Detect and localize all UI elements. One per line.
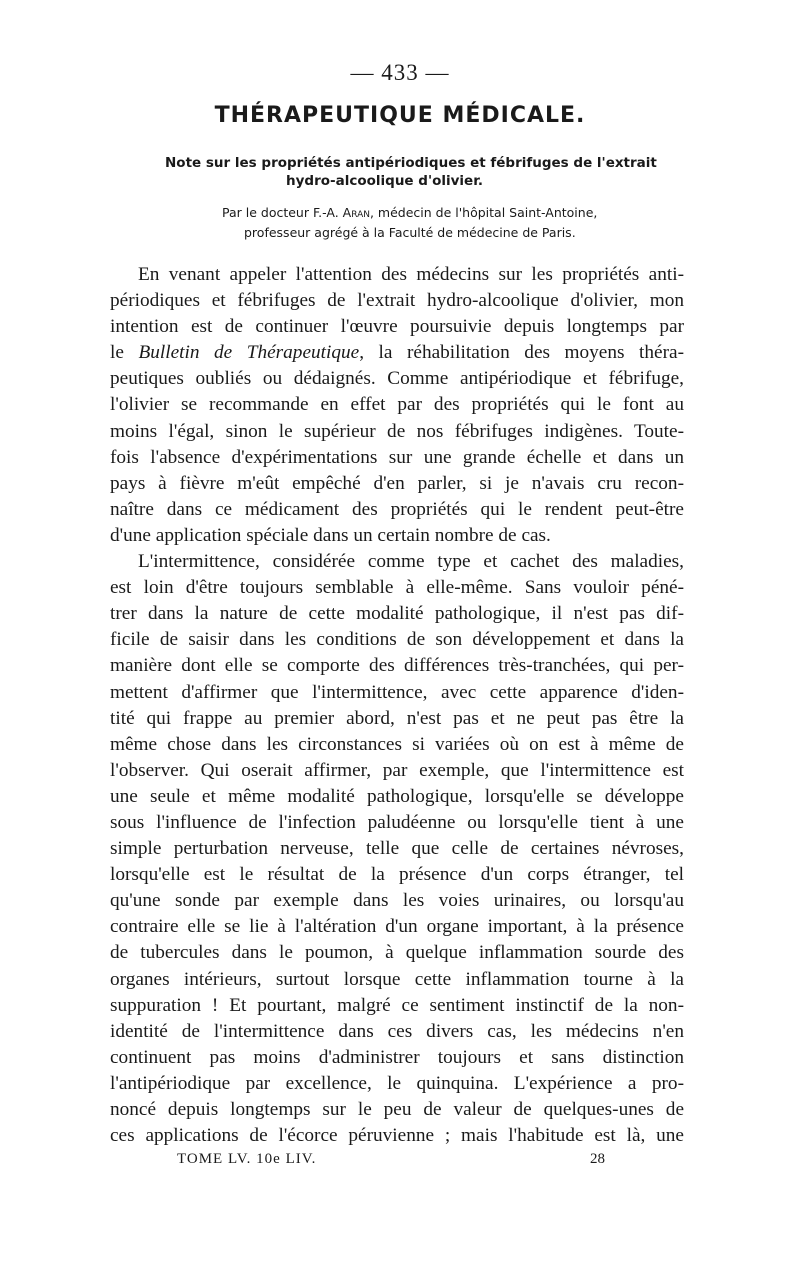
section-title: THÉRAPEUTIQUE MÉDICALE. [214,103,586,128]
body-line: de tubercules dans le poumon, à quelque inflammation sourde des [110,942,684,964]
body-line: En venant appeler l'attention des médecins sur les propriétés anti- [138,264,684,285]
article-title-line-2: hydro-alcoolique d'olivier. [286,173,484,189]
body-line: organes intérieurs, surtout lorsque cette inflammation tourne à la [110,968,684,990]
body-line-prefix: le [110,342,139,364]
journal-title: Bulletin de Thérapeutique [138,342,360,364]
body-line: ficile de saisir dans les conditions de son développement et dans la [110,629,684,651]
body-line: peutiques oubliés ou dédaignés. Comme antipériodique et fébrifuge, [110,368,684,390]
byline-line-1 [150,203,690,223]
signature-mark: TOME LV. 10e LIV. [177,1151,317,1167]
page-number: — 433 — [350,60,450,85]
byline-prefix: Par le docteur F.-A. [222,205,343,220]
body-line-suffix: , la réhabilitation des moyens théra- [359,342,684,364]
sheet-number: 28 [590,1151,605,1167]
body-line: l'observer. Qui oserait affirmer, par exemple, que l'intermittence est [110,759,684,781]
body-line: l'antipériodique par excellence, le quinquina. L'expérience a pro- [110,1072,684,1094]
body-line: moins l'égal, sinon le supérieur de nos fébrifuges indigènes. Toute- [110,420,684,442]
body-line: noncé depuis longtemps sur le peu de valeur de quelques-unes de [110,1099,684,1120]
body-line: périodiques et fébrifuges de l'extrait hydro-alcoolique d'olivier, mon [110,290,684,312]
body-line: sous l'influence de l'infection paludéenne ou lorsqu'elle tient à une [110,811,684,833]
body-line: est loin d'être toujours semblable à elle-même. Sans vouloir péné- [110,577,684,599]
body-line: naître dans ce médicament des propriétés qui le rendent peut-être [110,498,684,520]
body-line: pays à fièvre m'eût empêché d'en parler, si je n'avais cru recon- [110,472,684,494]
body-line: suppuration ! Et pourtant, malgré ce sentiment instinctif de la non- [110,994,684,1016]
article-title-line-1: Note sur les propriétés antipériodiques et fébrifuges de l'extrait [165,155,657,171]
body-line: trer dans la nature de cette modalité pathologique, il n'est pas dif- [110,603,684,625]
author-byline [150,203,690,243]
body-line: contraire elle se lie à l'altération d'un organe important, à la présence [110,916,684,938]
body-line: tité qui frappe au premier abord, n'est pas et ne peut pas être la [110,707,684,729]
body-line: d'une application spéciale dans un certain nombre de cas. [110,524,551,546]
body-line: continuent pas moins d'administrer toujours et sans distinction [110,1046,684,1068]
byline-line-2: professeur agrégé à la Faculté de médecine de Paris. [244,225,576,240]
body-line: qu'une sonde par exemple dans les voies urinaires, ou lorsqu'au [110,890,684,912]
body-line: L'intermittence, considérée comme type et cachet des maladies, [138,551,684,573]
body-line: mettent d'affirmer que l'intermittence, avec cette apparence d'iden- [110,681,684,703]
body-line: une seule et même modalité pathologique, lorsqu'elle se développe [110,785,684,807]
body-line: simple perturbation nerveuse, telle que celle de certaines névroses, [110,838,684,860]
body-line: identité de l'intermittence dans ces divers cas, les médecins n'en [110,1020,684,1042]
body-line: intention est de continuer l'œuvre poursuivie depuis longtemps par [110,316,684,338]
byline-suffix: , médecin de l'hôpital Saint-Antoine, [369,205,598,220]
body-line: même chose dans les circonstances si variées où on est à même de [110,733,684,755]
body-text [110,262,684,1149]
body-line: lorsqu'elle est le résultat de la présence d'un corps étranger, tel [110,864,684,886]
body-line: l'olivier se recommande en effet par des propriétés qui le font au [110,394,684,416]
article-title [165,154,680,190]
body-line [110,340,684,366]
body-line: manière dont elle se comporte des différences très-tranchées, qui per- [110,655,684,677]
body-line: fois l'absence d'expérimentations sur une grande échelle et dans un [110,446,684,468]
author-name: Aran [342,205,370,220]
body-line: ces applications de l'écorce péruvienne ; mais l'habitude est là, une [110,1125,684,1147]
